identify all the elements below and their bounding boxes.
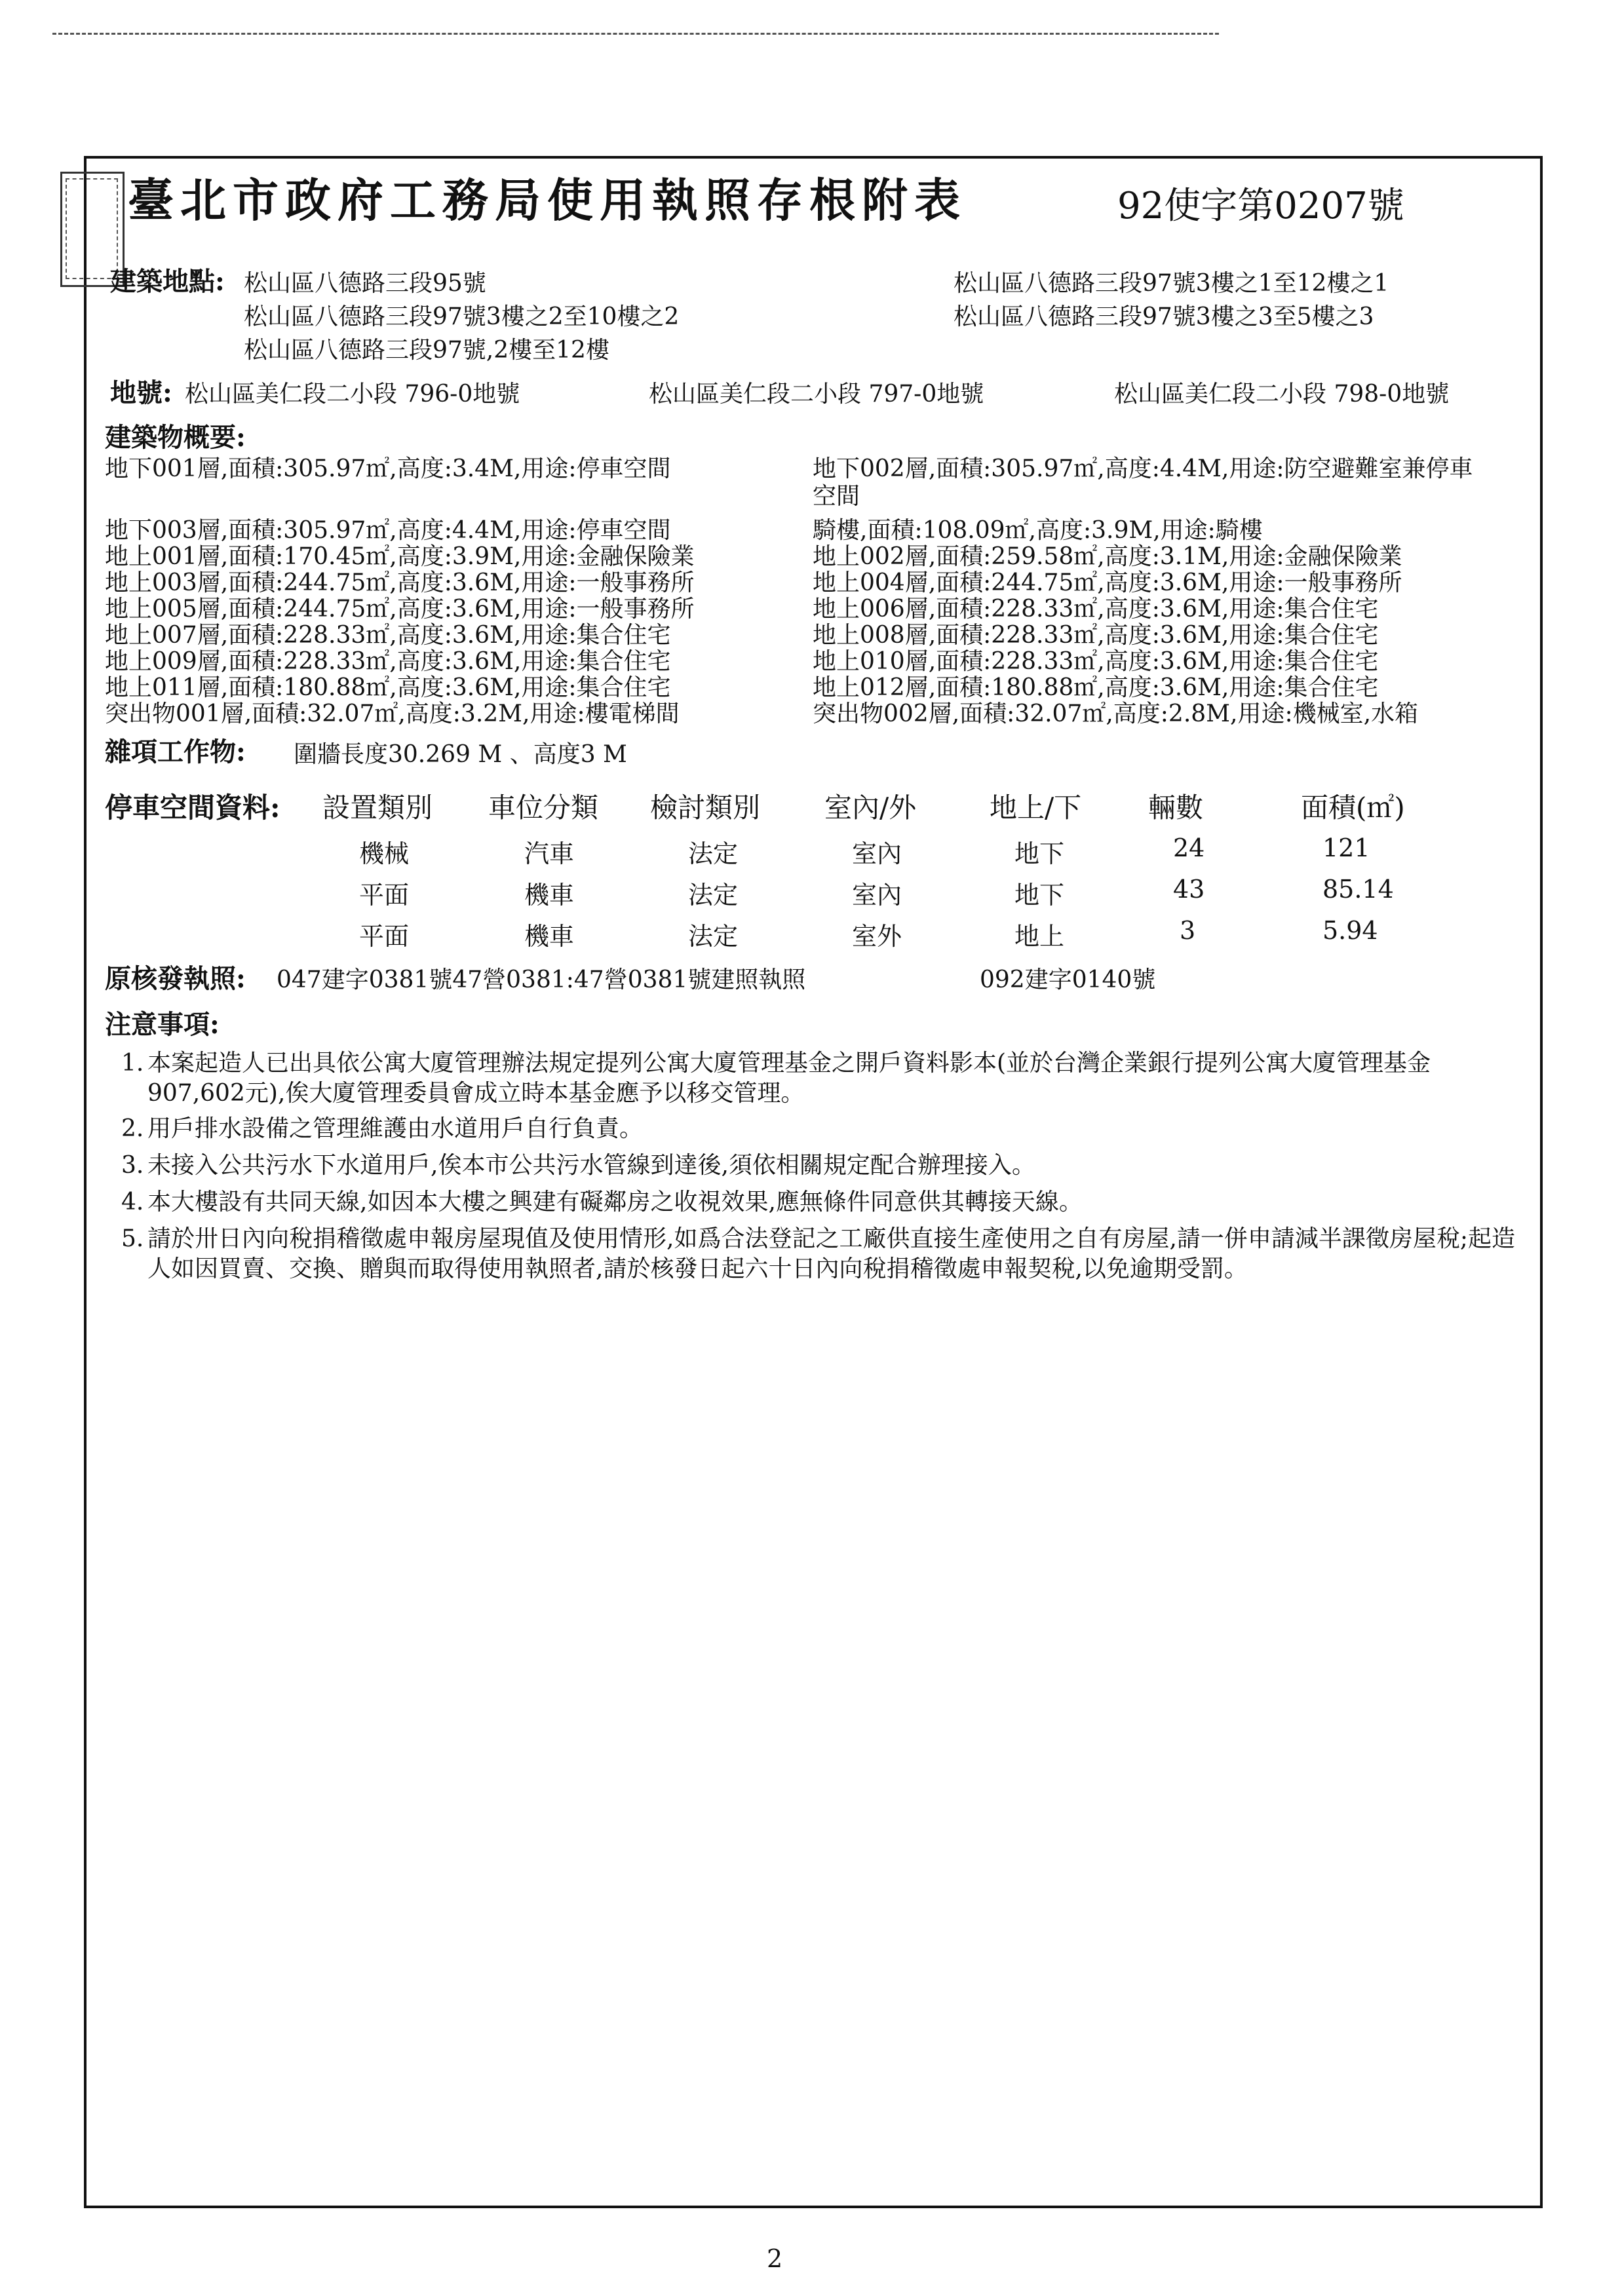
floor-left: 地下003層,面積:305.97㎡,高度:4.4M,用途:停車空間 (105, 517, 671, 544)
parking-cell: 法定 (688, 839, 739, 868)
parking-cell: 平面 (359, 922, 410, 951)
parking-cell: 121 (1322, 833, 1370, 862)
floor-left: 地上003層,面積:244.75㎡,高度:3.6M,用途:一般事務所 (105, 569, 695, 596)
floor-right: 空間 (813, 483, 860, 510)
site-address: 松山區八德路三段97號3樓之1至12樓之1 (954, 270, 1389, 297)
parking-cell: 地下 (1014, 881, 1065, 909)
site-address: 松山區八德路三段97號3樓之2至10樓之2 (244, 303, 680, 330)
floor-right: 騎樓,面積:108.09㎡,高度:3.9M,用途:騎樓 (813, 517, 1263, 544)
parking-header: 面積(㎡) (1301, 792, 1405, 824)
site-address: 松山區八德路三段95號 (244, 270, 486, 297)
parking-cell: 平面 (359, 881, 410, 909)
parking-header: 檢討類別 (650, 792, 761, 824)
parking-cell: 法定 (688, 922, 739, 951)
floor-right: 地上012層,面積:180.88㎡,高度:3.6M,用途:集合住宅 (813, 674, 1379, 701)
floor-right: 地上008層,面積:228.33㎡,高度:3.6M,用途:集合住宅 (813, 622, 1379, 649)
permit-number: 92使字第0207號 (1117, 185, 1404, 227)
note-number: 3. (121, 1152, 144, 1179)
note-text: 本大樓設有共同天線,如因本大樓之興建有礙鄰房之收視效果,應無條件同意供其轉接天線。 (147, 1189, 1083, 1215)
parking-header: 輛數 (1148, 792, 1204, 824)
note-text: 用戶排水設備之管理維護由水道用戶自行負責。 (147, 1115, 644, 1142)
parking-cell: 汽車 (524, 839, 575, 868)
parking-header: 室內/外 (824, 792, 917, 824)
parking-cell: 地上 (1014, 922, 1065, 951)
stamp-inner-mark (66, 178, 118, 279)
parking-header: 車位分類 (488, 792, 599, 824)
original-permit-value-2: 092建字0140號 (980, 966, 1156, 993)
floor-right: 地下002層,面積:305.97㎡,高度:4.4M,用途:防空避難室兼停車 (813, 455, 1473, 482)
floor-left: 地上005層,面積:244.75㎡,高度:3.6M,用途:一般事務所 (105, 596, 695, 622)
parking-cell: 3 (1180, 916, 1196, 945)
parking-header: 設置類別 (322, 792, 433, 824)
note-item (121, 1187, 1517, 1217)
parking-cell: 室內 (852, 839, 902, 868)
parking-cell: 法定 (688, 881, 739, 909)
original-permit-value: 047建字0381號47營0381:47營0381號建照執照 (277, 966, 806, 993)
floor-left: 地上001層,面積:170.45㎡,高度:3.9M,用途:金融保險業 (105, 543, 695, 570)
floor-left: 突出物001層,面積:32.07㎡,高度:3.2M,用途:樓電梯間 (105, 700, 680, 727)
note-item (121, 1114, 1517, 1144)
note-text: 未接入公共污水下水道用戶,俟本市公共污水管線到達後,須依相關規定配合辦理接入。 (147, 1152, 1035, 1179)
note-number: 5. (121, 1225, 144, 1252)
floor-right: 地上004層,面積:244.75㎡,高度:3.6M,用途:一般事務所 (813, 569, 1402, 596)
parking-cell: 43 (1173, 875, 1205, 904)
floor-right: 地上006層,面積:228.33㎡,高度:3.6M,用途:集合住宅 (813, 596, 1379, 622)
lot-number: 松山區美仁段二小段 796-0地號 (185, 381, 520, 408)
parking-cell: 85.14 (1322, 875, 1394, 904)
floor-left: 地上007層,面積:228.33㎡,高度:3.6M,用途:集合住宅 (105, 622, 671, 649)
notes-label: 注意事項: (105, 1009, 220, 1040)
site-address: 松山區八德路三段97號3樓之3至5樓之3 (954, 303, 1374, 330)
site-label: 建築地點: (110, 266, 225, 297)
floor-right: 地上010層,面積:228.33㎡,高度:3.6M,用途:集合住宅 (813, 648, 1379, 675)
note-text: 本案起造人已出具依公寓大廈管理辦法規定提列公寓大廈管理基金之開戶資料影本(並於台灣企業銀行提列公寓大廈管理基金907,602元),俟大廈管理委員會成立時本基金應予以移交管理。 (147, 1050, 1431, 1107)
original-permit-label: 原核發執照: (105, 963, 246, 994)
floor-right: 地上002層,面積:259.58㎡,高度:3.1M,用途:金融保險業 (813, 543, 1402, 570)
lot-number: 松山區美仁段二小段 797-0地號 (649, 381, 984, 408)
lot-number: 松山區美仁段二小段 798-0地號 (1114, 381, 1450, 408)
floor-left: 地下001層,面積:305.97㎡,高度:3.4M,用途:停車空間 (105, 455, 671, 482)
parking-cell: 24 (1173, 833, 1205, 862)
note-item (121, 1048, 1517, 1109)
note-text: 請於卅日內向稅捐稽徵處申報房屋現值及使用情形,如爲合法登記之工廠供直接生產使用之自有房屋,請一併申請減半課徵房屋稅;起造人如因買賣、交換、贈與而取得使用執照者,請於核發日起六十日內向稅捐稽徵處申報契稅,以免逾期受罰。 (147, 1225, 1516, 1282)
parking-cell: 5.94 (1322, 916, 1378, 945)
parking-cell: 室內 (852, 881, 902, 909)
floor-left: 地上011層,面積:180.88㎡,高度:3.6M,用途:集合住宅 (105, 674, 671, 701)
floor-left: 地上009層,面積:228.33㎡,高度:3.6M,用途:集合住宅 (105, 648, 671, 675)
note-number: 2. (121, 1115, 144, 1142)
parking-cell: 機車 (524, 881, 575, 909)
parking-label: 停車空間資料: (105, 792, 280, 824)
building-label: 建築物概要: (105, 422, 246, 453)
parking-header: 地上/下 (990, 792, 1082, 824)
page-number: 2 (767, 2244, 783, 2273)
document-title: 臺北市政府工務局使用執照存根附表 (128, 173, 967, 227)
scan-top-line (52, 33, 1219, 35)
misc-label: 雜項工作物: (105, 737, 246, 767)
floor-right: 突出物002層,面積:32.07㎡,高度:2.8M,用途:機械室,水箱 (813, 700, 1419, 727)
note-number: 4. (121, 1189, 144, 1215)
parking-cell: 機車 (524, 922, 575, 951)
parking-cell: 地下 (1014, 839, 1065, 868)
parking-cell: 室外 (852, 922, 902, 951)
note-item (121, 1224, 1517, 1284)
note-number: 1. (121, 1050, 144, 1077)
lot-label: 地號: (110, 377, 172, 408)
misc-value: 圍牆長度30.269 M 、高度3 M (294, 741, 627, 768)
parking-cell: 機械 (359, 839, 410, 868)
site-address: 松山區八德路三段97號,2樓至12樓 (244, 337, 609, 364)
note-item (121, 1151, 1517, 1181)
